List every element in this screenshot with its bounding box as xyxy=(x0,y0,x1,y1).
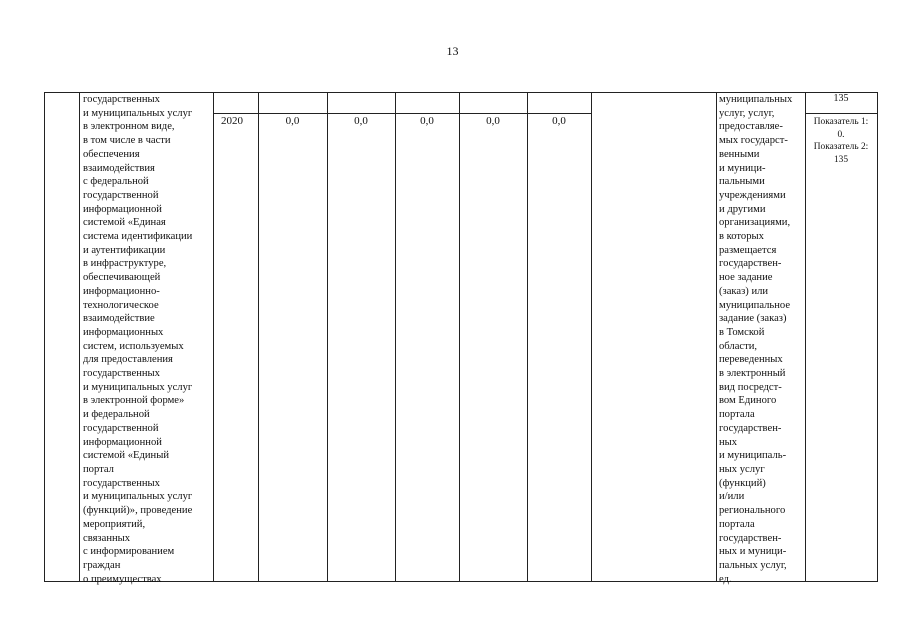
value-cell: 0,0 xyxy=(354,115,368,127)
indicator-value: 135 xyxy=(833,93,849,104)
col-border xyxy=(395,92,396,582)
value-cell: 0,0 xyxy=(486,115,500,127)
col-border xyxy=(459,92,460,582)
measure-description: государственных и муниципальных услуг в электронном виде, в том числе в части обеспечения взаимодействия с федеральной государственной информационной системой «Единая система идентификации и аутентификации в инфраструктуре, обеспечивающей информационно- технологическое взаимодействие информационных систем, используемых для предоставления государственных и муниципальных услуг в электронной форме» и федеральной государственной информационной системой «Единый портал государственных и муниципальных услуг (функций)», проведение мероприятий, связанных с информированием граждан о преимуществах xyxy=(83,94,193,585)
value-cell: 0,0 xyxy=(420,115,434,127)
col-border xyxy=(877,92,878,582)
value-cell: 0,0 xyxy=(285,115,300,127)
value-cell: 0,0 xyxy=(552,115,566,127)
header-divider-values xyxy=(213,113,591,114)
col-border xyxy=(716,92,717,582)
col-border xyxy=(591,92,592,582)
year-cell: 2020 xyxy=(221,115,243,127)
col-border xyxy=(327,92,328,582)
col-border xyxy=(213,92,214,582)
page-number: 13 xyxy=(446,44,459,58)
indicator-breakdown: Показатель 1: 0. Показатель 2: 135 xyxy=(813,117,869,165)
col-border xyxy=(44,92,45,582)
col-border xyxy=(258,92,259,582)
col-border xyxy=(527,92,528,582)
result-indicator-text: муниципальных услуг, услуг, предоставляе- мых государст- венными и муници- пальными учреждениями и другими организациями, в которых размещается государствен- ное задание (заказ) или муниципальное задание (заказ) в Томской области, переведенных в электронный вид посредст- вом Единого портала государствен- ных и муниципаль- ных услуг (функций) и/или регионального портала государствен- ных и муници- пальных услуг, ед. xyxy=(719,94,793,585)
header-divider-indicator xyxy=(805,113,877,114)
col-border xyxy=(79,92,80,582)
